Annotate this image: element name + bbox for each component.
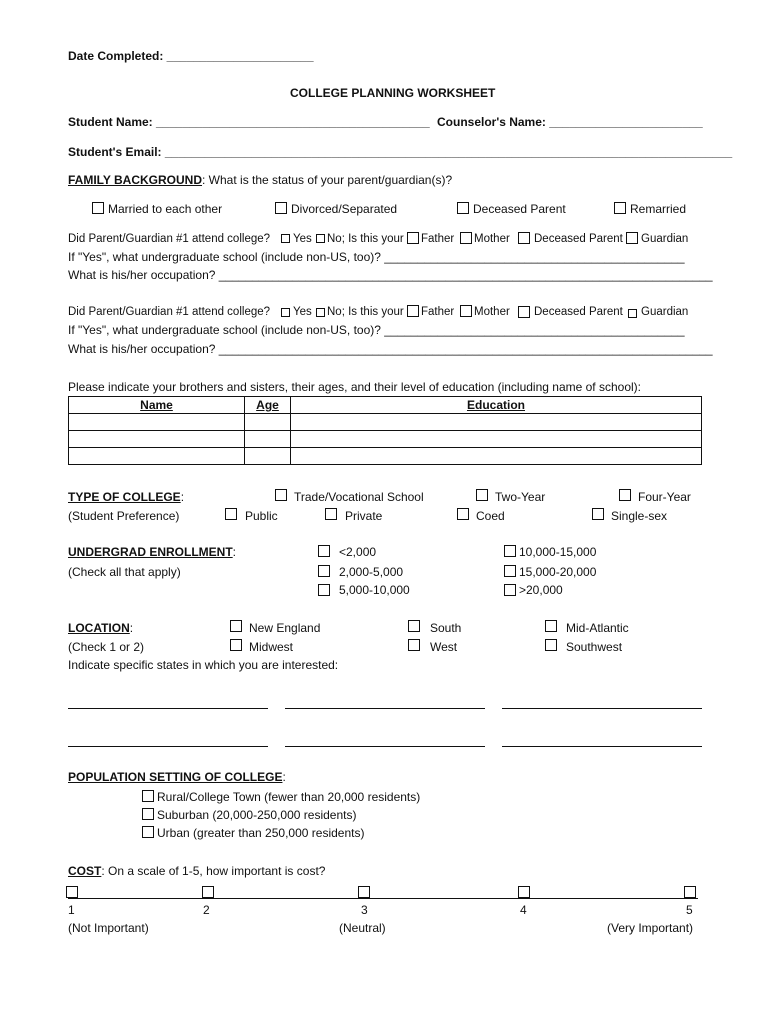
- single-sex-label: Single-sex: [611, 509, 668, 523]
- enrollment-colon: :: [232, 545, 237, 559]
- population-title: [68, 770, 286, 784]
- enroll-over-20000-checkbox[interactable]: [504, 584, 516, 596]
- four-year-label: Four-Year: [638, 490, 691, 504]
- age-cell[interactable]: [245, 414, 291, 431]
- education-column-header: Education: [291, 397, 702, 414]
- population-heading: POPULATION SETTING OF COLLEGE: [68, 770, 283, 784]
- guardian1-father-checkbox[interactable]: [407, 232, 419, 244]
- divorced-label: Divorced/Separated: [291, 202, 398, 216]
- state-field-5[interactable]: [285, 746, 485, 747]
- guardian1-school-field[interactable]: If "Yes", what undergraduate school (include non-US, too)? _____________________________________________: [68, 250, 685, 264]
- guardian2-yes-label: Yes: [293, 306, 312, 318]
- guardian1-deceased-label: Deceased Parent: [534, 233, 623, 245]
- trade-vocational-checkbox[interactable]: [275, 489, 287, 501]
- page-title: COLLEGE PLANNING WORKSHEET: [290, 86, 496, 100]
- single-sex-checkbox[interactable]: [592, 508, 604, 520]
- trade-vocational-label: Trade/Vocational School: [294, 490, 424, 504]
- education-cell[interactable]: [291, 414, 702, 431]
- rural-label: Rural/College Town (fewer than 20,000 residents): [157, 790, 421, 804]
- cost-number-4: 4: [520, 903, 527, 917]
- type-of-college-heading: TYPE OF COLLEGE: [68, 490, 181, 504]
- southwest-label: Southwest: [566, 640, 623, 654]
- remarried-label: Remarried: [630, 202, 687, 216]
- family-background-question: [68, 173, 452, 187]
- south-checkbox[interactable]: [408, 620, 420, 632]
- age-cell[interactable]: [245, 448, 291, 465]
- enroll-2000-5000-label: 2,000-5,000: [339, 565, 404, 579]
- guardian1-yes-checkbox[interactable]: [281, 234, 290, 243]
- states-prompt: Indicate specific states in which you are interested:: [68, 658, 339, 672]
- name-cell[interactable]: [69, 431, 245, 448]
- table-row: [69, 448, 702, 465]
- population-colon: :: [282, 770, 286, 784]
- enroll-15000-20000-checkbox[interactable]: [504, 565, 516, 577]
- cost-5-checkbox[interactable]: [684, 886, 696, 898]
- enroll-under-2000-checkbox[interactable]: [318, 545, 330, 557]
- coed-checkbox[interactable]: [457, 508, 469, 520]
- education-cell[interactable]: [291, 431, 702, 448]
- cost-number-5: 5: [686, 903, 693, 917]
- new-england-checkbox[interactable]: [230, 620, 242, 632]
- rural-checkbox[interactable]: [142, 790, 154, 802]
- mid-atlantic-label: Mid-Atlantic: [566, 621, 629, 635]
- guardian1-guardian-label: Guardian: [641, 233, 689, 245]
- guardian2-deceased-checkbox[interactable]: [518, 306, 530, 318]
- type-of-college-sub: (Student Preference): [68, 509, 180, 523]
- public-checkbox[interactable]: [225, 508, 237, 520]
- enroll-2000-5000-checkbox[interactable]: [318, 565, 330, 577]
- guardian2-deceased-label: Deceased Parent: [534, 306, 623, 318]
- name-column-header: Name: [69, 397, 245, 414]
- state-field-1[interactable]: [68, 708, 268, 709]
- student-email-label: Student's Email: _____________________________________________________________________________________: [68, 145, 733, 159]
- married-label: Married to each other: [108, 202, 223, 216]
- west-checkbox[interactable]: [408, 639, 420, 651]
- type-colon: :: [180, 490, 185, 504]
- cost-3-checkbox[interactable]: [358, 886, 370, 898]
- private-checkbox[interactable]: [325, 508, 337, 520]
- new-england-label: New England: [249, 621, 321, 635]
- enroll-over-20000-label: >20,000: [519, 583, 563, 597]
- table-row: [69, 431, 702, 448]
- midwest-checkbox[interactable]: [230, 639, 242, 651]
- urban-label: Urban (greater than 250,000 residents): [157, 826, 365, 840]
- divorced-checkbox[interactable]: [275, 202, 287, 214]
- guardian1-no-checkbox[interactable]: [316, 234, 325, 243]
- enrollment-sub: (Check all that apply): [68, 565, 181, 579]
- cost-high-label: (Very Important): [607, 921, 694, 935]
- guardian2-mother-checkbox[interactable]: [460, 305, 472, 317]
- deceased-parent-checkbox[interactable]: [457, 202, 469, 214]
- enroll-15000-20000-label: 15,000-20,000: [519, 565, 597, 579]
- cost-4-checkbox[interactable]: [518, 886, 530, 898]
- guardian1-occupation-field[interactable]: What is his/her occupation? __________________________________________________________________________: [68, 268, 713, 282]
- table-row: [69, 414, 702, 431]
- coed-label: Coed: [476, 509, 505, 523]
- date-completed-label: Date Completed: ______________________: [68, 49, 314, 63]
- cost-title: [68, 864, 325, 878]
- married-checkbox[interactable]: [92, 202, 104, 214]
- guardian1-mother-label: Mother: [474, 233, 510, 245]
- enroll-5000-10000-checkbox[interactable]: [318, 584, 330, 596]
- enrollment-title: [68, 545, 236, 559]
- cost-number-3: 3: [361, 903, 368, 917]
- guardian1-father-label: Father: [421, 233, 455, 245]
- mid-atlantic-checkbox[interactable]: [545, 620, 557, 632]
- guardian1-mother-checkbox[interactable]: [460, 232, 472, 244]
- location-title: [68, 621, 133, 635]
- family-background-heading: FAMILY BACKGROUND: [68, 173, 203, 187]
- guardian2-guardian-checkbox[interactable]: [628, 309, 637, 318]
- guardian2-mother-label: Mother: [474, 306, 510, 318]
- west-label: West: [430, 640, 458, 654]
- cost-1-checkbox[interactable]: [66, 886, 78, 898]
- two-year-checkbox[interactable]: [476, 489, 488, 501]
- south-label: South: [430, 621, 462, 635]
- cost-question: : On a scale of 1-5, how important is cost?: [101, 864, 326, 878]
- education-cell[interactable]: [291, 448, 702, 465]
- table-header-row: [69, 397, 702, 414]
- enrollment-heading: UNDERGRAD ENROLLMENT: [68, 545, 233, 559]
- guardian2-no-label: No; Is this your: [327, 306, 404, 318]
- guardian2-attend-label: Did Parent/Guardian #1 attend college?: [68, 306, 271, 318]
- location-colon: :: [129, 621, 134, 635]
- enroll-5000-10000-label: 5,000-10,000: [339, 583, 410, 597]
- guardian2-yes-checkbox[interactable]: [281, 308, 290, 317]
- southwest-checkbox[interactable]: [545, 639, 557, 651]
- midwest-label: Midwest: [249, 640, 294, 654]
- guardian1-no-label: No; Is this your: [327, 233, 404, 245]
- family-background-prompt: : What is the status of your parent/guardian(s)?: [202, 173, 453, 187]
- guardian2-no-checkbox[interactable]: [316, 308, 325, 317]
- student-name-label: Student Name: _________________________________________: [68, 115, 430, 129]
- deceased-parent-label: Deceased Parent: [473, 202, 566, 216]
- name-cell[interactable]: [69, 414, 245, 431]
- siblings-prompt: Please indicate your brothers and sisters, their ages, and their level of education (including name of school):: [68, 380, 641, 394]
- age-column-header: Age: [245, 397, 291, 414]
- two-year-label: Two-Year: [495, 490, 546, 504]
- guardian1-yes-label: Yes: [293, 233, 312, 245]
- public-label: Public: [245, 509, 278, 523]
- guardian1-deceased-checkbox[interactable]: [518, 232, 530, 244]
- state-field-3[interactable]: [502, 708, 702, 709]
- cost-mid-label: (Neutral): [339, 921, 386, 935]
- siblings-table: [68, 396, 702, 465]
- suburban-label: Suburban (20,000-250,000 residents): [157, 808, 357, 822]
- type-of-college-title: [68, 490, 184, 504]
- cost-scale-line: [68, 898, 698, 899]
- cost-number-1: 1: [68, 903, 75, 917]
- suburban-checkbox[interactable]: [142, 808, 154, 820]
- enroll-10000-15000-label: 10,000-15,000: [519, 545, 597, 559]
- location-sub: (Check 1 or 2): [68, 640, 145, 654]
- guardian2-guardian-label: Guardian: [641, 306, 689, 318]
- cost-2-checkbox[interactable]: [202, 886, 214, 898]
- guardian2-school-field[interactable]: If "Yes", what undergraduate school (include non-US, too)? _____________________________________________: [68, 323, 685, 337]
- state-field-2[interactable]: [285, 708, 485, 709]
- enroll-under-2000-label: <2,000: [339, 545, 377, 559]
- four-year-checkbox[interactable]: [619, 489, 631, 501]
- urban-checkbox[interactable]: [142, 826, 154, 838]
- state-field-4[interactable]: [68, 746, 268, 747]
- cost-heading: COST: [68, 864, 102, 878]
- remarried-checkbox[interactable]: [614, 202, 626, 214]
- age-cell[interactable]: [245, 431, 291, 448]
- state-field-6[interactable]: [502, 746, 702, 747]
- cost-number-2: 2: [203, 903, 210, 917]
- name-cell[interactable]: [69, 448, 245, 465]
- guardian1-attend-label: Did Parent/Guardian #1 attend college?: [68, 233, 271, 245]
- private-label: Private: [345, 509, 383, 523]
- counselor-name-label: Counselor's Name: _______________________: [437, 115, 703, 129]
- guardian2-father-checkbox[interactable]: [407, 305, 419, 317]
- cost-low-label: (Not Important): [68, 921, 149, 935]
- location-heading: LOCATION: [68, 621, 130, 635]
- guardian2-father-label: Father: [421, 306, 455, 318]
- guardian1-guardian-checkbox[interactable]: [626, 232, 638, 244]
- guardian2-occupation-field[interactable]: What is his/her occupation? __________________________________________________________________________: [68, 342, 713, 356]
- enroll-10000-15000-checkbox[interactable]: [504, 545, 516, 557]
